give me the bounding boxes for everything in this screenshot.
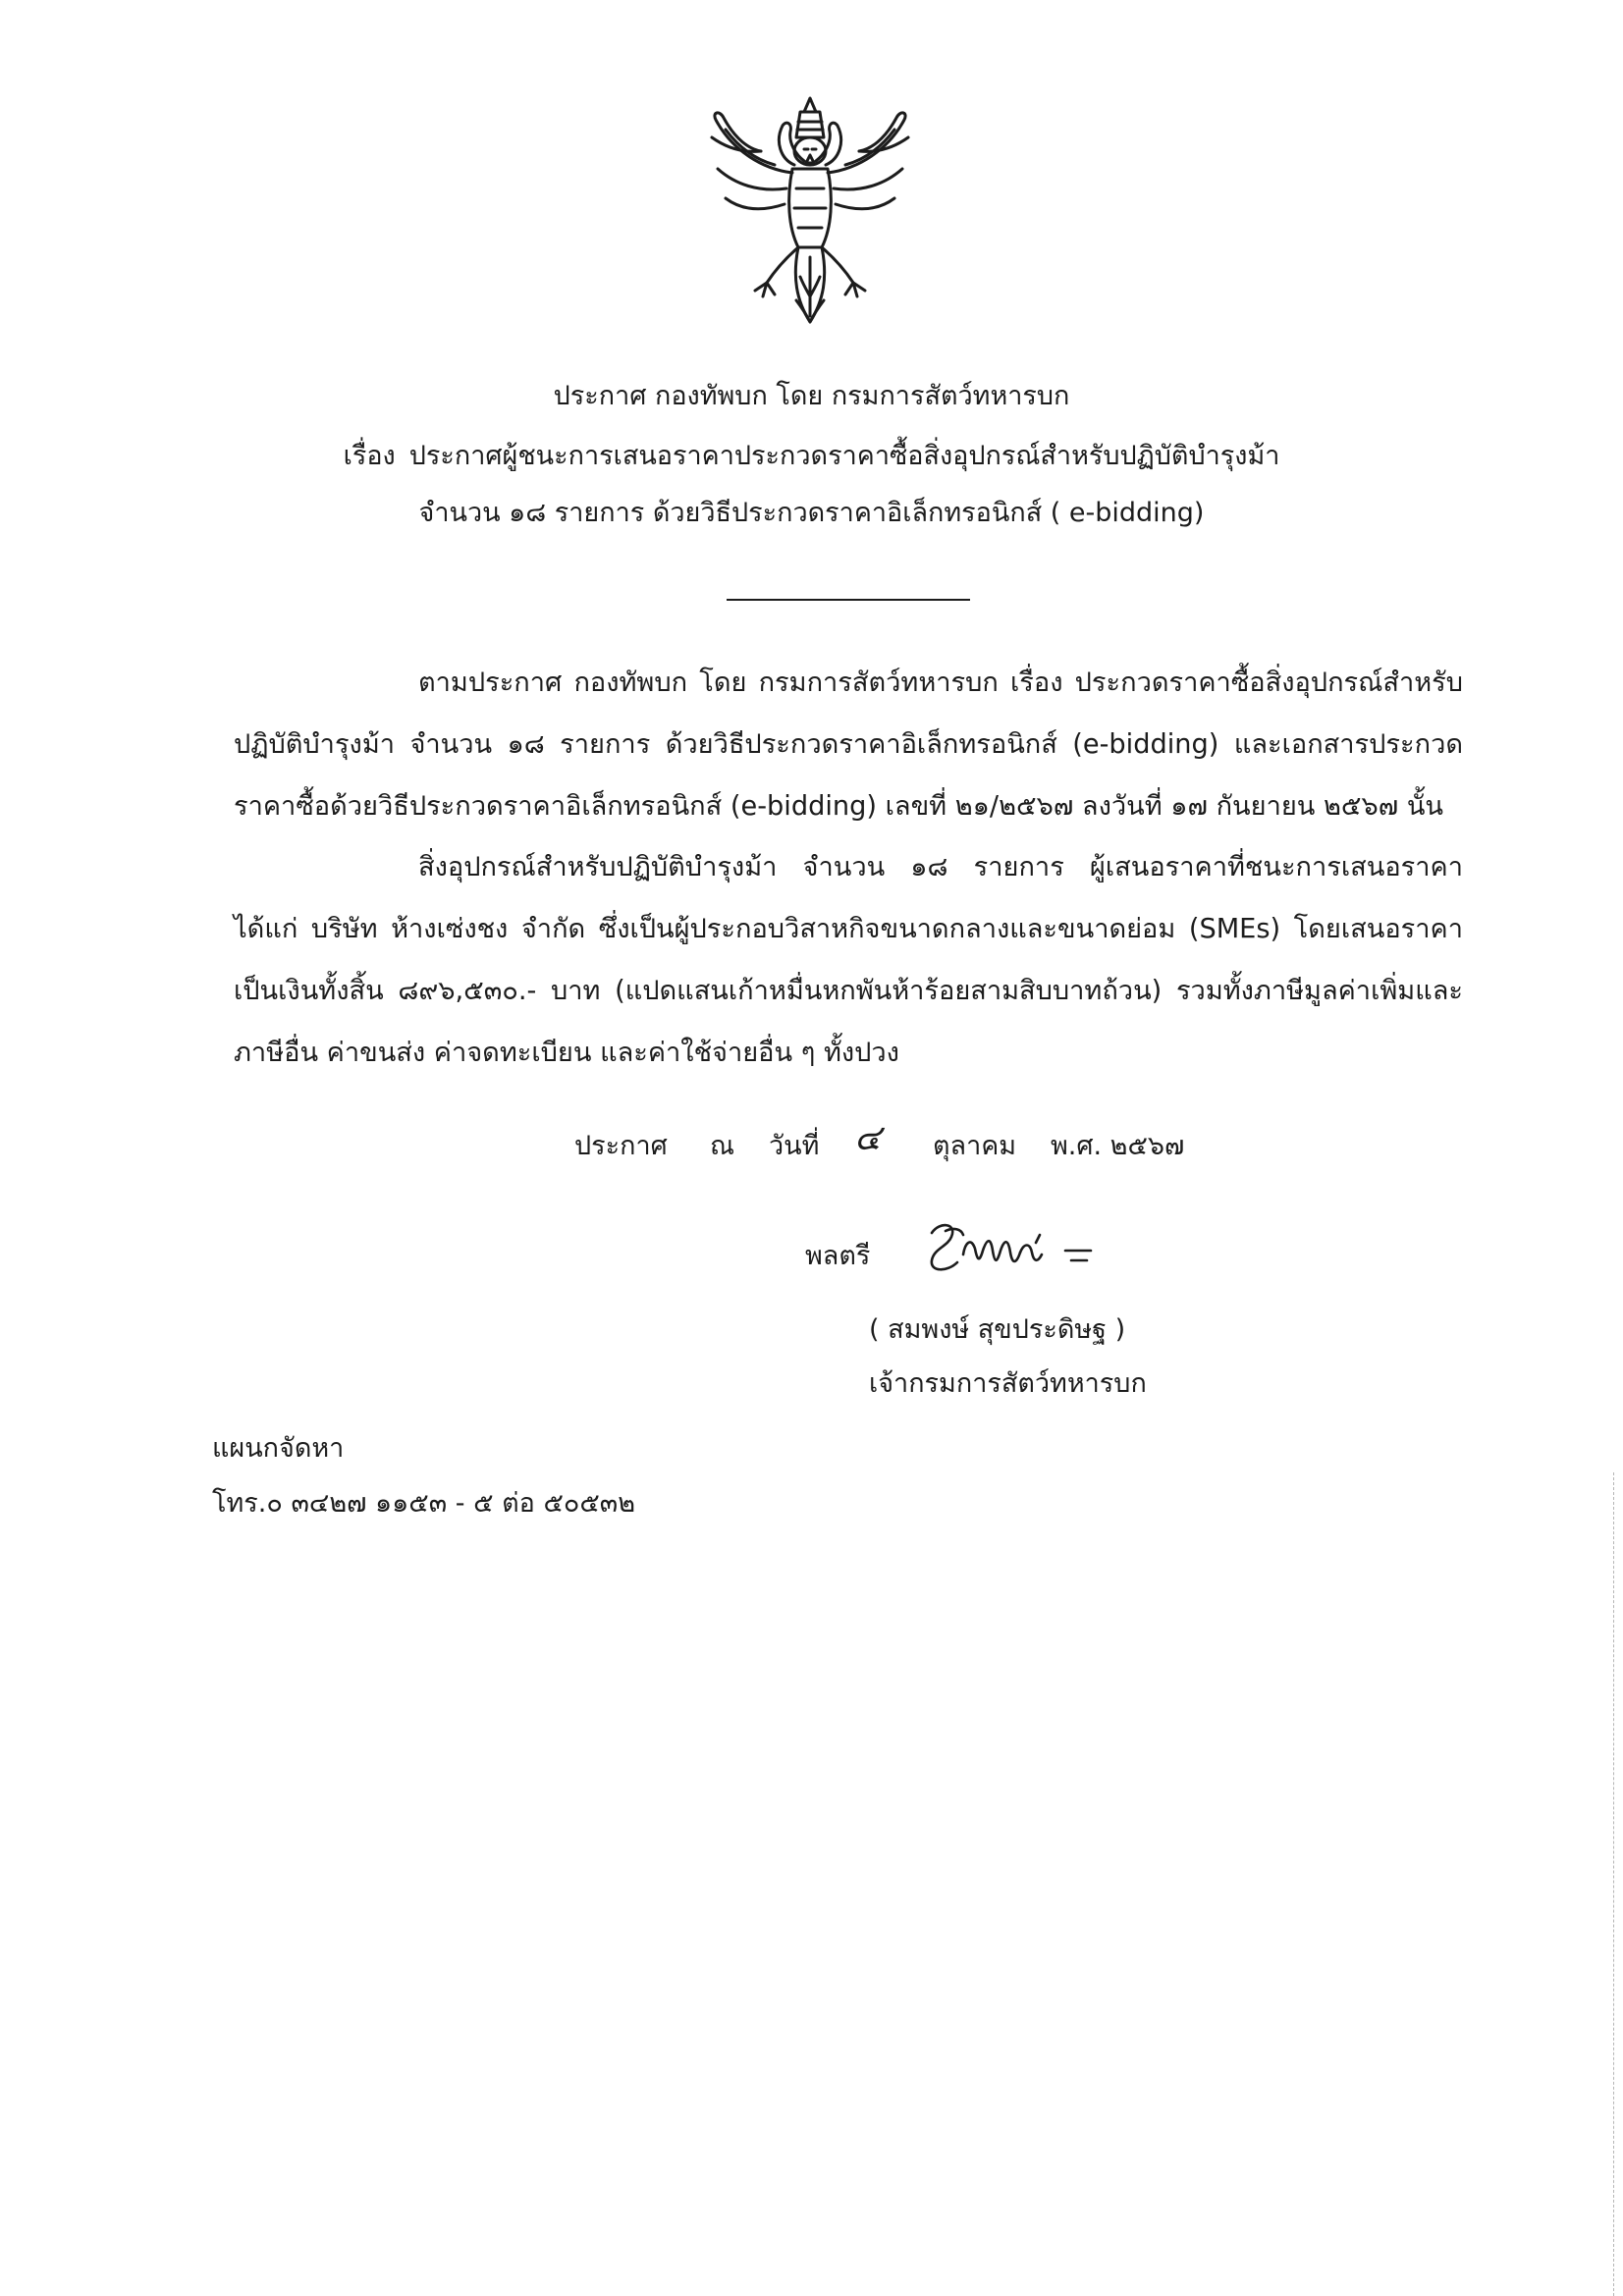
handwritten-signature xyxy=(918,1215,1105,1282)
paragraph-2-text: สิ่งอุปกรณ์สำหรับปฏิบัติบำรุงม้า จำนวน ๑๘ รายการ ผู้เสนอราคาที่ชนะการเสนอราคา ได้แก่ บริษัท ห้างเซ่งชง จำกัด ซึ่งเป็นผู้ประกอบวิสาหกิจขนาดกลางและขนาดย่อม (SMEs) โดยเสนอราคาเป็นเงินทั้งสิ้น ๘๙๖,๕๓๐.- บาท (แปดแสนเก้าหมื่นหกพันห้าร้อยสามสิบบาทถ้วน) รวมทั้งภาษีมูลค่าเพิ่มและภาษีอื่น ค่าขนส่ง ค่าจดทะเบียน และค่าใช้จ่ายอื่น ๆ ทั้งปวง xyxy=(234,852,1463,1068)
signatory-name: ( สมพงษ์ สุขประดิษฐ ) xyxy=(869,1314,1126,1345)
phone-number: โทร.๐ ๓๔๒๗ ๑๑๕๓ - ๕ ต่อ ๕๐๕๓๒ xyxy=(212,1488,636,1519)
announce-year: พ.ศ. ๒๕๖๗ xyxy=(1051,1131,1185,1161)
announcement-subject-continued: จำนวน ๑๘ รายการ ด้วยวิธีประกวดราคาอิเล็กทรอนิกส์ ( e-bidding) xyxy=(418,498,1205,528)
announce-at: ณ xyxy=(710,1131,735,1161)
signatory-position: เจ้ากรมการสัตว์ทหารบก xyxy=(869,1368,1147,1399)
announce-day-label: วันที่ xyxy=(769,1131,820,1161)
signatory-rank: พลตรี xyxy=(805,1241,871,1271)
subject-text: ประกาศผู้ชนะการเสนอราคาประกวดราคาซื้อสิ่งอุปกรณ์สำหรับปฏิบัติบำรุงม้า xyxy=(408,441,1280,471)
body-paragraph-2 xyxy=(234,836,1463,1084)
department-name: แผนกจัดหา xyxy=(212,1433,345,1464)
header-divider xyxy=(727,599,970,601)
scan-edge-line xyxy=(1613,1472,1615,2296)
garuda-emblem-icon xyxy=(702,90,918,336)
announcement-title: ประกาศ กองทัพบก โดย กรมการสัตว์ทหารบก xyxy=(553,381,1070,411)
announcement-subject xyxy=(0,439,1623,474)
subject-label: เรื่อง xyxy=(343,441,396,471)
announce-day-number: ๔ xyxy=(854,1118,882,1158)
body-paragraph-1 xyxy=(234,652,1463,837)
announce-month: ตุลาคม xyxy=(933,1131,1017,1161)
announce-label: ประกาศ xyxy=(574,1131,668,1161)
paragraph-1-text: ตามประกาศ กองทัพบก โดย กรมการสัตว์ทหารบก เรื่อง ประกวดราคาซื้อสิ่งอุปกรณ์สำหรับปฏิบัติบำรุงม้า จำนวน ๑๘ รายการ ด้วยวิธีประกวดราคาอิเล็กทรอนิกส์ (e-bidding) และเอกสารประกวดราคาซื้อด้วยวิธีประกวดราคาอิเล็กทรอนิกส์ (e-bidding) เลขที่ ๒๑/๒๕๖๗ ลงวันที่ ๑๗ กันยายน ๒๕๖๗ นั้น xyxy=(234,667,1463,822)
